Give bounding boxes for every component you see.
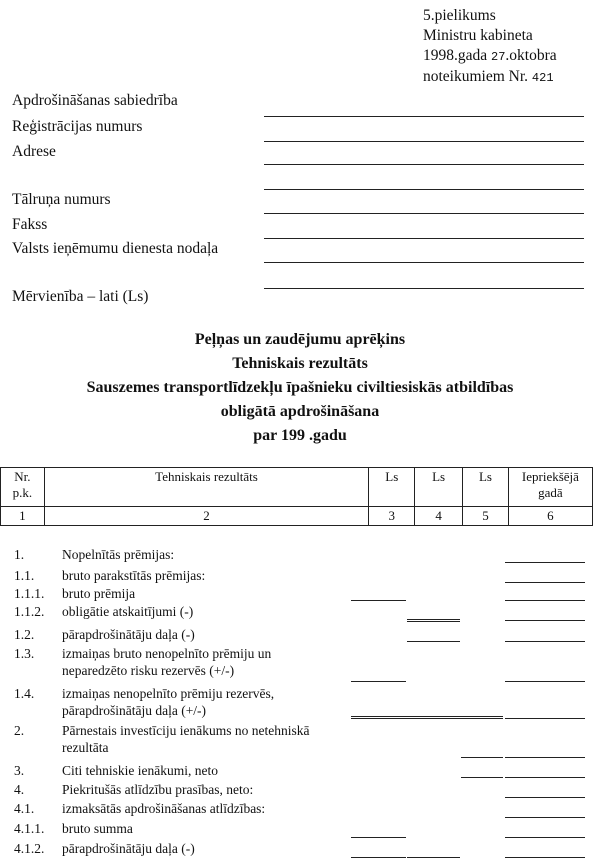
address-field-2[interactable] <box>264 189 584 190</box>
col-nr-header: Nr. p.k. <box>1 468 45 507</box>
reg-no-label: Reģistrācijas numurs <box>12 118 143 135</box>
annex-regulation: noteikumiem Nr. 421 <box>423 68 554 85</box>
report-title: Peļņas un zaudējumu aprēķins <box>194 331 406 348</box>
col-number: 4 <box>415 507 463 526</box>
tax-office-field[interactable] <box>264 262 584 263</box>
col-number: 3 <box>369 507 415 526</box>
phone-field[interactable] <box>264 213 584 214</box>
report-period: par 199 .gadu <box>253 427 347 444</box>
amount-line-col5[interactable] <box>461 777 503 778</box>
amount-line-col3[interactable] <box>351 681 406 682</box>
amount-line-prev[interactable] <box>505 777 585 778</box>
annex-authority: Ministru kabineta <box>423 27 533 44</box>
annex-date: 1998.gada 27.oktobra <box>423 47 557 64</box>
amount-line-prev[interactable] <box>505 857 585 858</box>
col-number: 6 <box>508 507 592 526</box>
insurance-type: Sauszemes transportlīdzekļu īpašnieku civiltiesiskās atbildības <box>86 379 514 396</box>
col-number: 2 <box>44 507 369 526</box>
insurer-field[interactable] <box>264 116 584 117</box>
amount-line-prev[interactable] <box>505 681 585 682</box>
amount-line-col4[interactable] <box>407 619 460 622</box>
address-field[interactable] <box>264 164 584 165</box>
address-label: Adrese <box>12 143 56 160</box>
amount-line-prev[interactable] <box>505 582 585 583</box>
amount-line-prev[interactable] <box>505 817 585 818</box>
amount-line-prev[interactable] <box>505 797 585 798</box>
col-ls2-header: Ls <box>415 468 463 507</box>
insurance-type-2: obligātā apdrošināšana <box>220 403 380 420</box>
amount-line-col4[interactable] <box>407 641 460 642</box>
reg-no-field[interactable] <box>264 141 584 142</box>
amount-line-prev[interactable] <box>505 562 585 563</box>
col-number: 5 <box>463 507 509 526</box>
tax-office-field-2[interactable] <box>264 288 584 289</box>
columns-header-table <box>0 467 593 526</box>
col-ls1-header: Ls <box>369 468 415 507</box>
col-desc-header: Tehniskais rezultāts <box>44 468 369 507</box>
amount-line-prev[interactable] <box>505 757 585 758</box>
amount-line-col4[interactable] <box>351 716 503 719</box>
unit-label: Mērvienība – lati (Ls) <box>12 288 149 305</box>
annex-header <box>423 6 557 88</box>
amount-line-col3[interactable] <box>351 837 406 838</box>
amount-line-prev[interactable] <box>505 620 585 621</box>
fax-label: Fakss <box>12 216 48 233</box>
amount-line-col3[interactable] <box>351 600 406 601</box>
report-subtitle: Tehniskais rezultāts <box>232 355 368 372</box>
col-ls3-header: Ls <box>463 468 509 507</box>
amount-line-col4[interactable] <box>407 857 460 858</box>
phone-label: Tālruņa numurs <box>12 191 111 208</box>
amount-line-prev[interactable] <box>505 641 585 642</box>
fax-field[interactable] <box>264 238 584 239</box>
amount-line-prev[interactable] <box>505 718 585 719</box>
annex-number: 5.pielikums <box>423 7 496 24</box>
insurer-label: Apdrošināšanas sabiedrība <box>12 92 178 109</box>
col-prev-header: Iepriekšējā gadā <box>508 468 592 507</box>
amount-line-prev[interactable] <box>505 837 585 838</box>
tax-office-label: Valsts ieņēmumu dienesta nodaļa <box>12 240 219 257</box>
amount-line-col5[interactable] <box>461 757 503 758</box>
amount-line-col3[interactable] <box>351 857 406 858</box>
col-number: 1 <box>1 507 45 526</box>
amount-line-prev[interactable] <box>505 600 585 601</box>
